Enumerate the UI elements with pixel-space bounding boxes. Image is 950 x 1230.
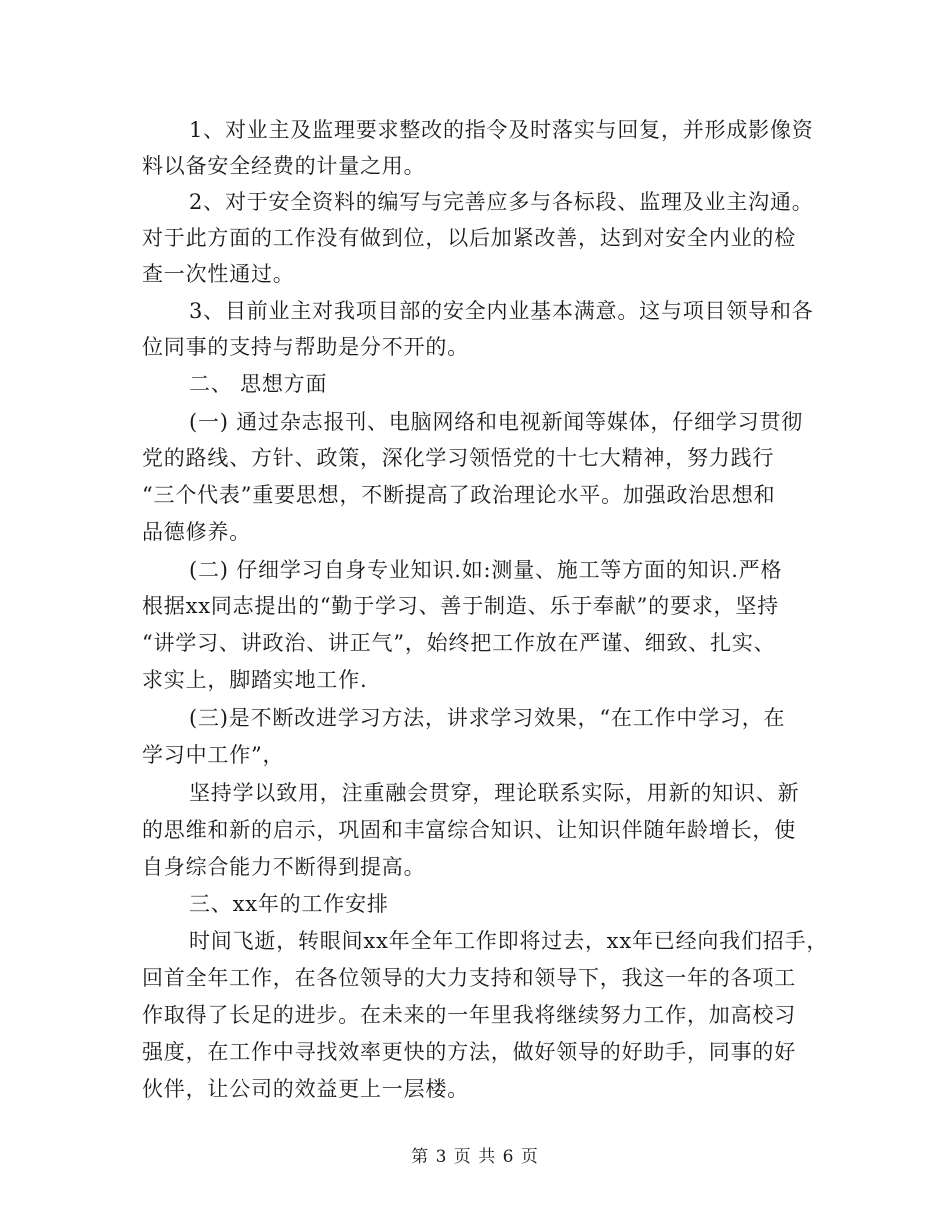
- text-line: 对于此方面的工作没有做到位，以后加紧改善，达到对安全内业的检: [142, 226, 796, 250]
- text-line: “三个代表”重要思想，不断提高了政治理论水平。加强政治思想和: [142, 483, 776, 507]
- text-line: (一) 通过杂志报刊、电脑网络和电视新闻等媒体，仔细学习贯彻: [189, 410, 804, 434]
- text-line: (二) 仔细学习自身专业知识.如:测量、施工等方面的知识.严格: [189, 558, 783, 582]
- text-line: 查一次性通过。: [142, 262, 295, 286]
- page-number-footer: 第 3 页 共 6 页: [411, 1147, 539, 1167]
- text-line: 回首全年工作，在各位领导的大力支持和领导下，我这一年的各项工: [142, 966, 796, 990]
- text-line: 位同事的支持与帮助是分不开的。: [142, 335, 469, 359]
- text-line: 的思维和新的启示，巩固和丰富综合知识、让知识伴随年龄增长，使: [142, 818, 796, 842]
- text-line: 作取得了长足的进步。在未来的一年里我将继续努力工作，加高校习: [142, 1003, 796, 1027]
- text-line: 求实上，脚踏实地工作.: [142, 668, 368, 692]
- section-heading: 三、xx年的工作安排: [189, 892, 389, 916]
- text-line: 伙伴，让公司的效益更上一层楼。: [142, 1077, 469, 1101]
- text-line: 2、对于安全资料的编写与完善应多与各标段、监理及业主沟通。: [189, 190, 814, 214]
- text-line: 时间飞逝，转眼间xx年全年工作即将过去，xx年已经向我们招手，: [189, 929, 829, 953]
- text-line: 学习中工作”，: [142, 743, 285, 767]
- text-line: 3、目前业主对我项目部的安全内业基本满意。这与项目领导和各: [189, 299, 814, 323]
- text-line: 品德修养。: [142, 520, 251, 544]
- section-heading: 二、 思想方面: [189, 372, 328, 396]
- text-line: 1、对业主及监理要求整改的指令及时落实与回复，并形成影像资: [189, 118, 814, 142]
- text-line: 自身综合能力不断得到提高。: [142, 855, 426, 879]
- text-line: (三)是不断改进学习方法，讲求学习效果，“在工作中学习，在: [189, 706, 786, 730]
- text-line: 党的路线、方针、政策，深化学习领悟党的十七大精神，努力践行: [142, 446, 775, 470]
- text-line: 坚持学以致用，注重融会贯穿，理论联系实际，用新的知识、新: [189, 781, 800, 805]
- text-line: 根据xx同志提出的“勤于学习、善于制造、乐于奉献”的要求，坚持: [142, 594, 779, 618]
- text-line: 强度，在工作中寻找效率更快的方法，做好领导的好助手，同事的好: [142, 1040, 796, 1064]
- text-line: “讲学习、讲政治、讲正气”，始终把工作放在严谨、细致、扎实、: [142, 631, 776, 655]
- text-line: 料以备安全经费的计量之用。: [142, 154, 426, 178]
